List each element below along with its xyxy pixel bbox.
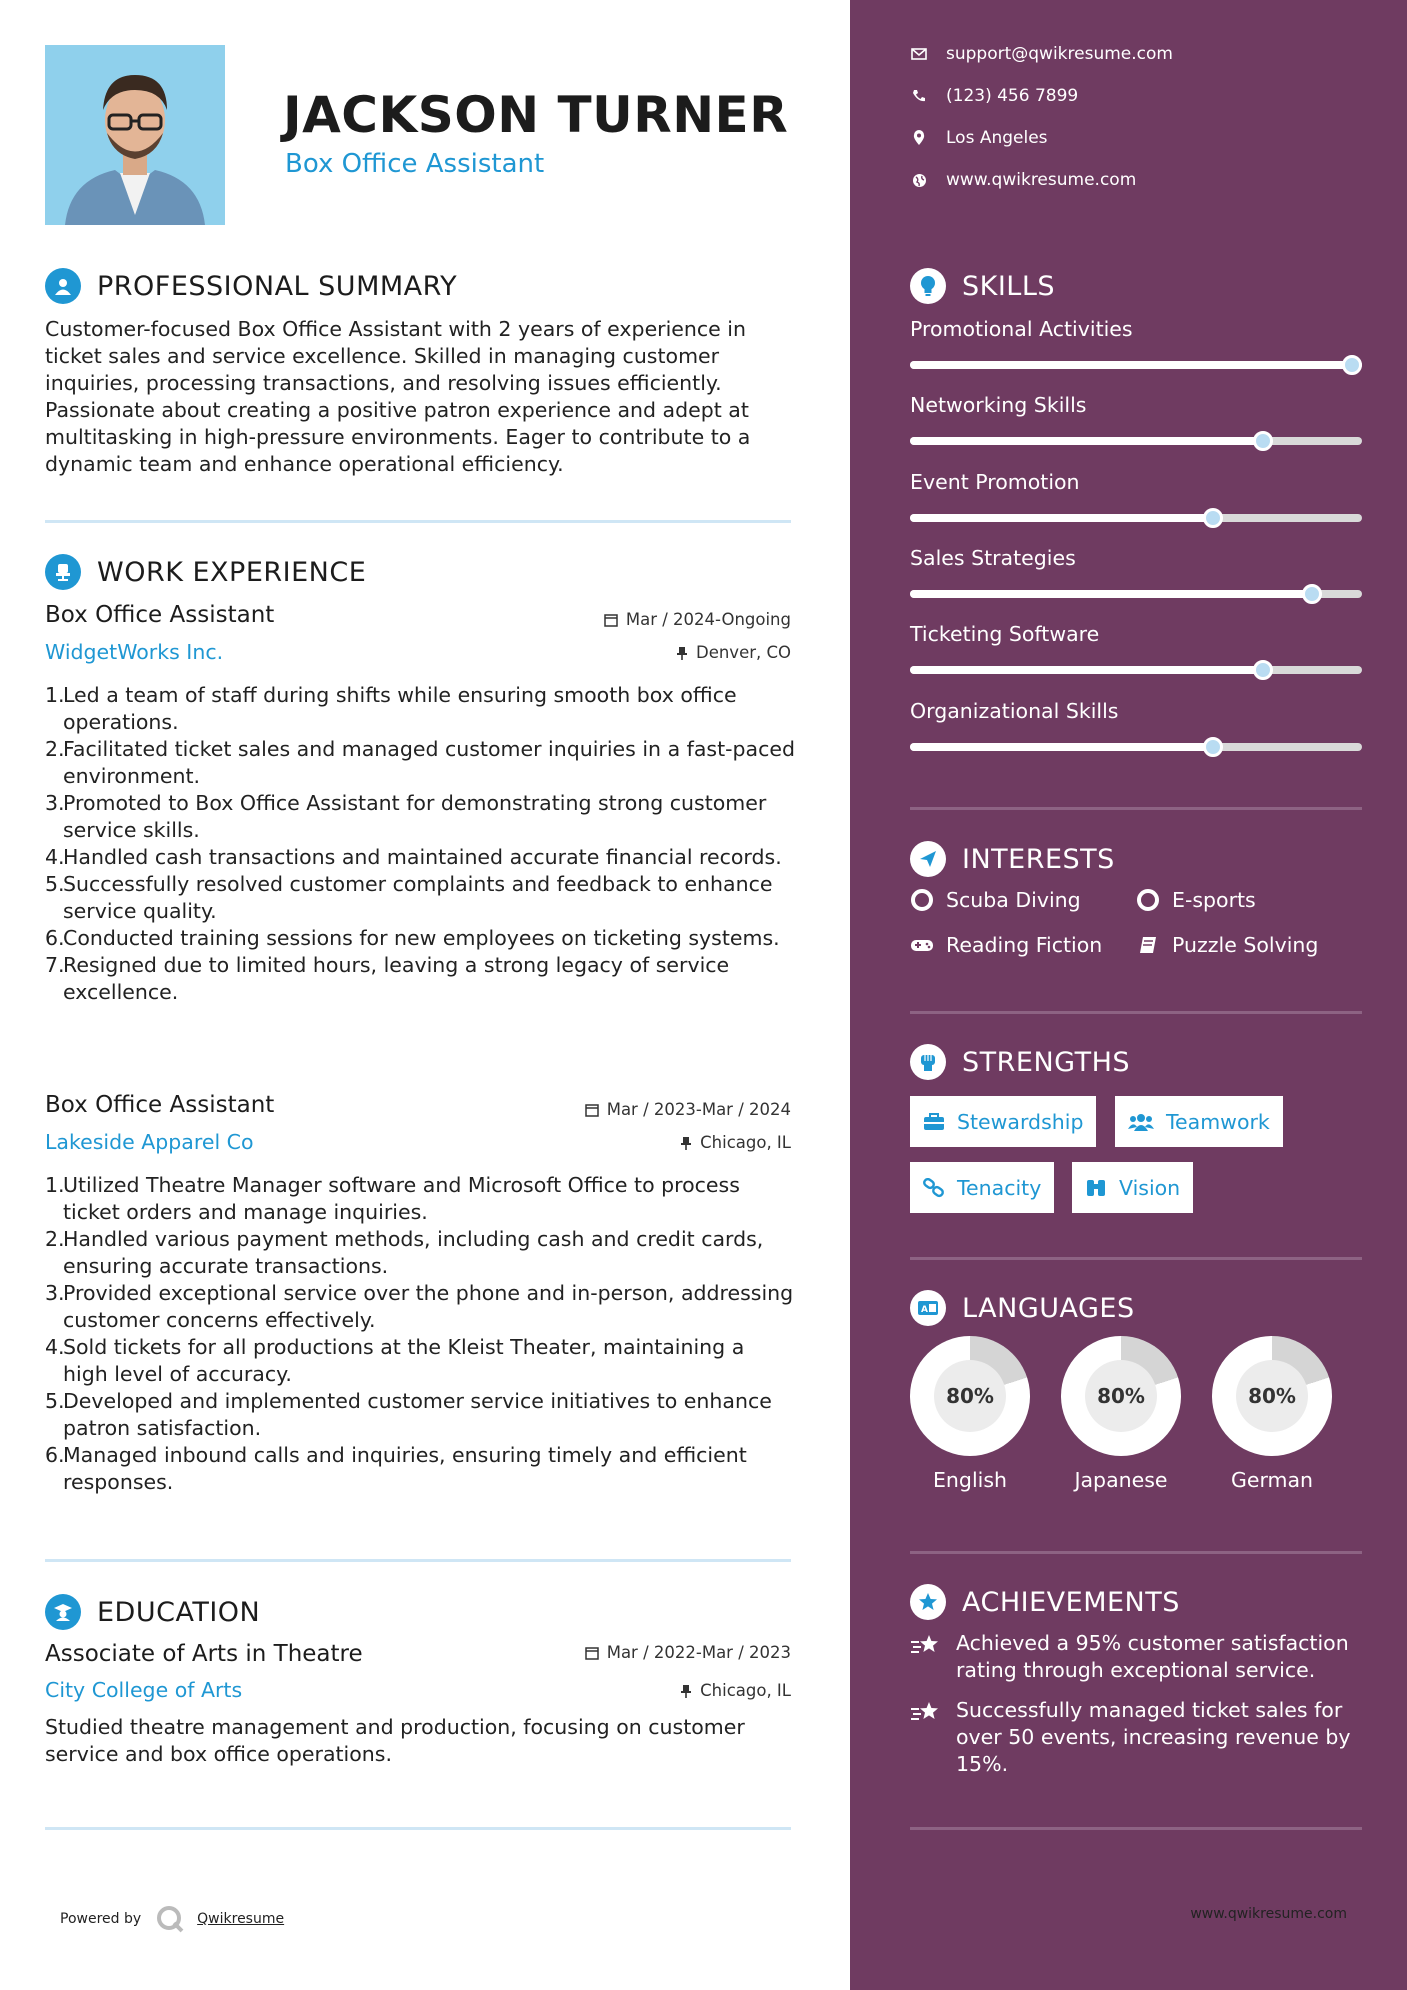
strengths-heading	[910, 1044, 1130, 1080]
skill-bar	[910, 437, 1362, 445]
job-title: Box Office Assistant	[45, 1092, 275, 1118]
skills-title: SKILLS	[962, 270, 1056, 302]
language-name: German	[1230, 1468, 1314, 1492]
profile-photo	[45, 45, 225, 225]
users-icon	[1128, 1113, 1154, 1131]
svg-text:A: A	[921, 1305, 928, 1315]
languages-heading	[910, 1290, 1135, 1326]
phone-icon	[910, 89, 928, 103]
divider	[910, 1827, 1362, 1830]
contact-website-text: www.qwikresume.com	[946, 170, 1137, 190]
skills-heading	[910, 268, 1055, 304]
language-ring	[1212, 1336, 1332, 1456]
job-location-text: Chicago, IL	[700, 1133, 791, 1152]
divider	[910, 1257, 1362, 1260]
list-item: 3. Promoted to Box Office Assistant for demonstrating strong customer service skills.	[45, 791, 767, 842]
skill-label: Promotional Activities	[910, 317, 1133, 341]
list-item: 7. Resigned due to limited hours, leaving a strong legacy of service excellence.	[45, 953, 730, 1004]
list-item: 1. Utilized Theatre Manager software and Microsoft Office to process ticket orders and manage inquiries.	[45, 1173, 740, 1224]
skill-bar-fill	[910, 361, 1362, 369]
skill-bar-fill	[910, 514, 1213, 522]
skill-bar-knob	[1203, 737, 1223, 757]
job-date	[585, 1100, 791, 1119]
envelope-icon	[910, 48, 928, 60]
divider	[45, 520, 791, 523]
skill-bar-knob	[1253, 431, 1273, 451]
education-location-text: Chicago, IL	[700, 1681, 791, 1700]
lifebuoy-icon	[910, 889, 934, 911]
job-company: Lakeside Apparel Co	[45, 1130, 254, 1154]
language-name: English	[932, 1468, 1008, 1492]
skill-bar	[910, 590, 1362, 598]
list-item: 6. Conducted training sessions for new employees on ticketing systems.	[45, 926, 780, 950]
divider	[910, 807, 1362, 810]
summary-title: PROFESSIONAL SUMMARY	[97, 270, 458, 302]
education-title: EDUCATION	[97, 1596, 261, 1628]
divider	[45, 1559, 791, 1562]
strength-tag: Vision	[1072, 1162, 1193, 1213]
graduate-icon	[45, 1594, 81, 1630]
job-company: WidgetWorks Inc.	[45, 640, 224, 664]
book-icon	[1136, 935, 1160, 955]
degree-title: Associate of Arts in Theatre	[45, 1641, 363, 1667]
pin-icon	[680, 1684, 692, 1698]
language-percent: 80%	[1085, 1360, 1157, 1432]
candidate-name: JACKSON TURNER	[283, 86, 789, 144]
language-item	[910, 1336, 1030, 1492]
skill-label: Ticketing Software	[910, 622, 1100, 646]
contact-location-text: Los Angeles	[946, 128, 1048, 148]
skill-bar-fill	[910, 666, 1263, 674]
skill-bar	[910, 743, 1362, 751]
strength-tag: Stewardship	[910, 1096, 1096, 1147]
job-location-text: Denver, CO	[695, 643, 791, 662]
list-item: 2. Handled various payment methods, including cash and credit cards, ensuring accurate transactions.	[45, 1227, 764, 1278]
qwikresume-logo-icon	[155, 1904, 185, 1934]
contact-email-text: support@qwikresume.com	[946, 44, 1173, 64]
link-icon	[923, 1178, 945, 1198]
translate-icon	[910, 1290, 946, 1326]
language-item	[1061, 1336, 1181, 1492]
interest-item: E-sports	[1136, 888, 1256, 912]
office-chair-icon	[45, 554, 81, 590]
shooting-star-icon	[910, 1630, 940, 1684]
achievements-heading	[910, 1584, 1180, 1620]
contact-phone[interactable]	[910, 86, 1078, 106]
strengths-title: STRENGTHS	[962, 1046, 1131, 1078]
list-item: 1. Led a team of staff during shifts while ensuring smooth box office operations.	[45, 683, 737, 734]
list-item: 4. Sold tickets for all productions at the Kleist Theater, maintaining a high level of accuracy.	[45, 1335, 745, 1386]
skill-bar-knob	[1253, 660, 1273, 680]
job-location	[680, 1133, 791, 1152]
calendar-icon	[585, 1103, 599, 1117]
job-title: Box Office Assistant	[45, 602, 275, 628]
paper-plane-icon	[910, 841, 946, 877]
list-item: 5. Successfully resolved customer complaints and feedback to enhance service quality.	[45, 872, 773, 923]
interest-item: Reading Fiction	[910, 933, 1102, 957]
summary-text: Customer-focused Box Office Assistant with 2 years of experience in ticket sales and service excellence. Skilled in managing customer inquiries, processing transactions, and resolving issues efficiently. Passionate about creating a positive patron experience and adept at multitasking in high-pressure environments. Eager to contribute to a dynamic team and enhance operational efficiency.	[45, 317, 751, 476]
lightbulb-icon	[910, 268, 946, 304]
achievements-title: ACHIEVEMENTS	[962, 1586, 1180, 1618]
pin-icon	[680, 1136, 692, 1150]
achievement-item: Successfully managed ticket sales for over 50 events, increasing revenue by 15%.	[910, 1697, 1370, 1778]
experience-heading	[45, 554, 366, 590]
contact-location	[910, 128, 1048, 148]
skill-label: Event Promotion	[910, 470, 1080, 494]
language-percent: 80%	[934, 1360, 1006, 1432]
list-item: 3. Provided exceptional service over the phone and in-person, addressing customer concerns effectively.	[45, 1281, 794, 1332]
skill-bar	[910, 514, 1362, 522]
briefcase-icon	[923, 1113, 945, 1131]
achievement-item: Achieved a 95% customer satisfaction rating through exceptional service.	[910, 1630, 1370, 1684]
job-date	[604, 610, 791, 629]
job-date-text: Mar / 2023-Mar / 2024	[606, 1100, 791, 1119]
fist-icon	[910, 1044, 946, 1080]
education-date	[585, 1643, 791, 1662]
gamepad-icon	[910, 937, 934, 953]
binoculars-icon	[1085, 1178, 1107, 1198]
interests-heading	[910, 841, 1115, 877]
candidate-title: Box Office Assistant	[285, 149, 545, 179]
job-date-text: Mar / 2024-Ongoing	[625, 610, 791, 629]
job-duties	[45, 682, 795, 1006]
footer-url[interactable]: www.qwikresume.com	[1190, 1906, 1347, 1922]
list-item: 4. Handled cash transactions and maintained accurate financial records.	[45, 845, 782, 869]
contact-phone-text: (123) 456 7899	[946, 86, 1079, 106]
skill-bar	[910, 666, 1362, 674]
language-ring	[1061, 1336, 1181, 1456]
calendar-icon	[604, 613, 618, 627]
calendar-icon	[585, 1646, 599, 1660]
skill-bar-fill	[910, 437, 1263, 445]
experience-title: WORK EXPERIENCE	[97, 556, 367, 588]
interests-title: INTERESTS	[962, 843, 1115, 875]
strength-tag: Tenacity	[910, 1162, 1054, 1213]
language-ring	[910, 1336, 1030, 1456]
star-icon	[910, 1584, 946, 1620]
skill-bar	[910, 361, 1362, 369]
shooting-star-icon	[910, 1697, 940, 1778]
globe-icon	[910, 173, 928, 188]
skill-label: Organizational Skills	[910, 699, 1119, 723]
divider	[910, 1011, 1362, 1014]
languages-title: LANGUAGES	[962, 1292, 1135, 1324]
skill-bar-fill	[910, 743, 1213, 751]
school-name: City College of Arts	[45, 1678, 243, 1702]
map-pin-icon	[910, 130, 928, 146]
education-description: Studied theatre management and production, focusing on customer service and box office operations.	[45, 1715, 745, 1766]
skill-label: Sales Strategies	[910, 546, 1076, 570]
skill-bar-fill	[910, 590, 1312, 598]
powered-by-label: Powered by	[60, 1911, 142, 1927]
interest-item: Scuba Diving	[910, 888, 1081, 912]
strength-tag: Teamwork	[1115, 1096, 1283, 1147]
brand-link[interactable]: Qwikresume	[197, 1911, 285, 1927]
education-location	[680, 1681, 791, 1700]
list-item: 5. Developed and implemented customer service initiatives to enhance patron satisfaction.	[45, 1389, 772, 1440]
job-location	[676, 643, 791, 662]
pin-icon	[676, 646, 688, 660]
list-item: 2. Facilitated ticket sales and managed customer inquiries in a fast-paced environment.	[45, 737, 796, 788]
list-item: 6. Managed inbound calls and inquiries, ensuring timely and efficient responses.	[45, 1443, 747, 1494]
skill-label: Networking Skills	[910, 393, 1087, 417]
user-icon	[45, 268, 81, 304]
job-duties	[45, 1172, 795, 1496]
education-date-text: Mar / 2022-Mar / 2023	[606, 1643, 791, 1662]
skill-bar-knob	[1203, 508, 1223, 528]
contact-email[interactable]	[910, 44, 1173, 64]
skill-bar-knob	[1342, 355, 1362, 375]
powered-by	[60, 1904, 284, 1934]
divider	[910, 1551, 1362, 1554]
education-heading	[45, 1594, 260, 1630]
language-name: Japanese	[1074, 1468, 1168, 1492]
lifebuoy-icon	[1136, 889, 1160, 911]
contact-website[interactable]	[910, 170, 1136, 190]
language-item	[1212, 1336, 1332, 1492]
language-percent: 80%	[1236, 1360, 1308, 1432]
divider	[45, 1827, 791, 1830]
summary-heading	[45, 268, 457, 304]
interest-item: Puzzle Solving	[1136, 933, 1318, 957]
